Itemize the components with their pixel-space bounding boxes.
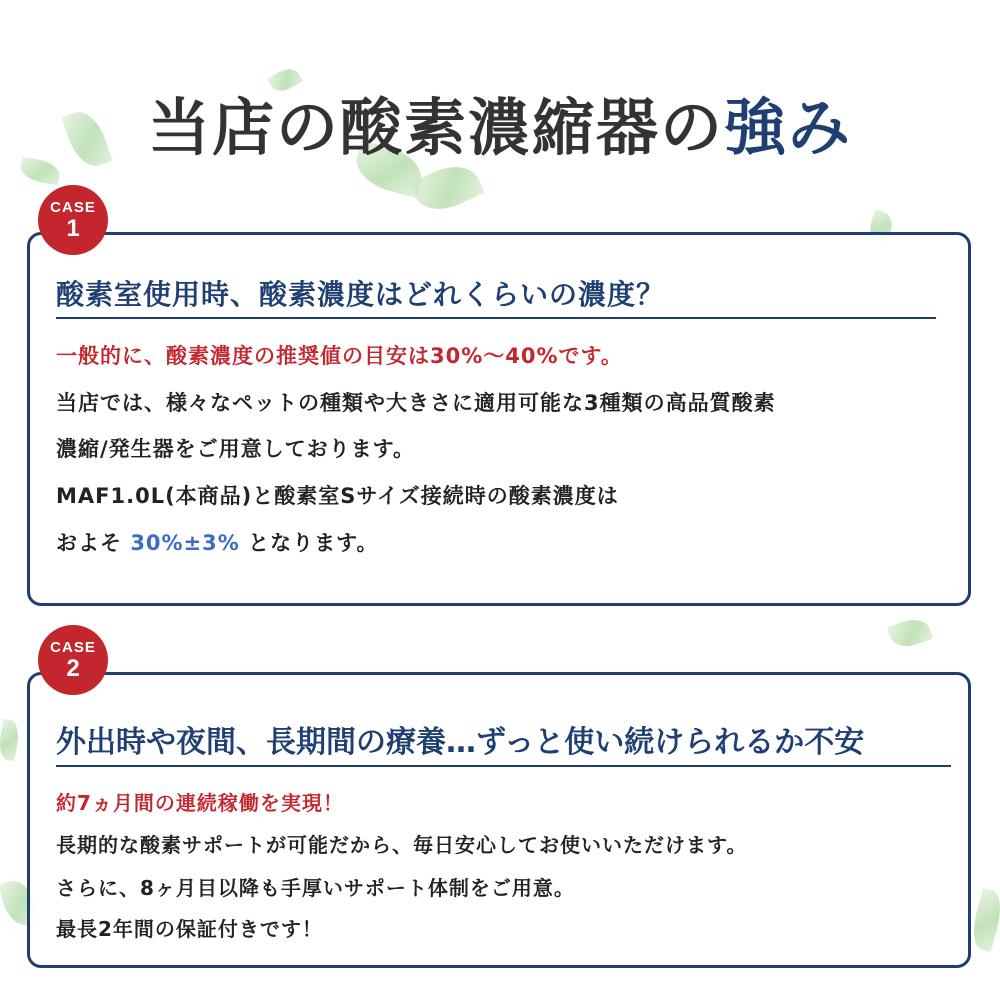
case-badge-label: CASE — [50, 199, 96, 216]
case-1-heading: 酸素室使用時、酸素濃度はどれくらいの濃度？ — [56, 273, 936, 319]
case-2-text-line: さらに、8ヶ月目以降も手厚いサポート体制をご用意。 — [56, 876, 575, 900]
case-1-text-line: 当店では、様々なペットの種類や大きさに適用可能な3種類の高品質酸素 — [56, 391, 776, 415]
page-title-main: 当店の酸素濃縮器の — [147, 91, 724, 164]
case-2-highlight: 約7ヵ月間の連続稼働を実現！ — [56, 791, 344, 815]
case-2-text-line: 最長2年間の保証付きです！ — [56, 917, 323, 941]
case-1-text-line: MAF1.0L(本商品)と酸素室Sサイズ接続時の酸素濃度は — [56, 484, 619, 508]
case-1-badge — [38, 185, 108, 255]
case-2-text-line: 長期的な酸素サポートが可能だから、毎日安心してお使いいただけます。 — [56, 833, 748, 857]
case-1-text-line: 濃縮/発生器をご用意しております。 — [56, 437, 415, 461]
case-2-heading: 外出時や夜間、長期間の療養…ずっと使い続けられるか不安 — [56, 717, 951, 767]
leaf-decoration — [0, 719, 21, 762]
case-badge-label: CASE — [50, 639, 96, 656]
case-1-text-after: となります。 — [239, 531, 379, 555]
case-badge-number: 2 — [66, 655, 80, 682]
case-2-card — [27, 672, 971, 968]
leaf-decoration — [887, 614, 933, 652]
case-badge-number: 1 — [66, 215, 80, 242]
case-1-card — [27, 232, 971, 606]
case-2-badge — [38, 625, 108, 695]
page-title-accent: 強み — [724, 91, 853, 164]
page-title — [0, 78, 1000, 167]
leaf-decoration — [968, 888, 1000, 952]
case-1-text-before: およそ — [56, 531, 131, 555]
case-1-highlight: 一般的に、酸素濃度の推奨値の目安は30%～40%です。 — [56, 344, 623, 368]
case-1-concentration-value: 30%±3% — [130, 531, 240, 555]
case-1-text-line — [56, 527, 378, 557]
